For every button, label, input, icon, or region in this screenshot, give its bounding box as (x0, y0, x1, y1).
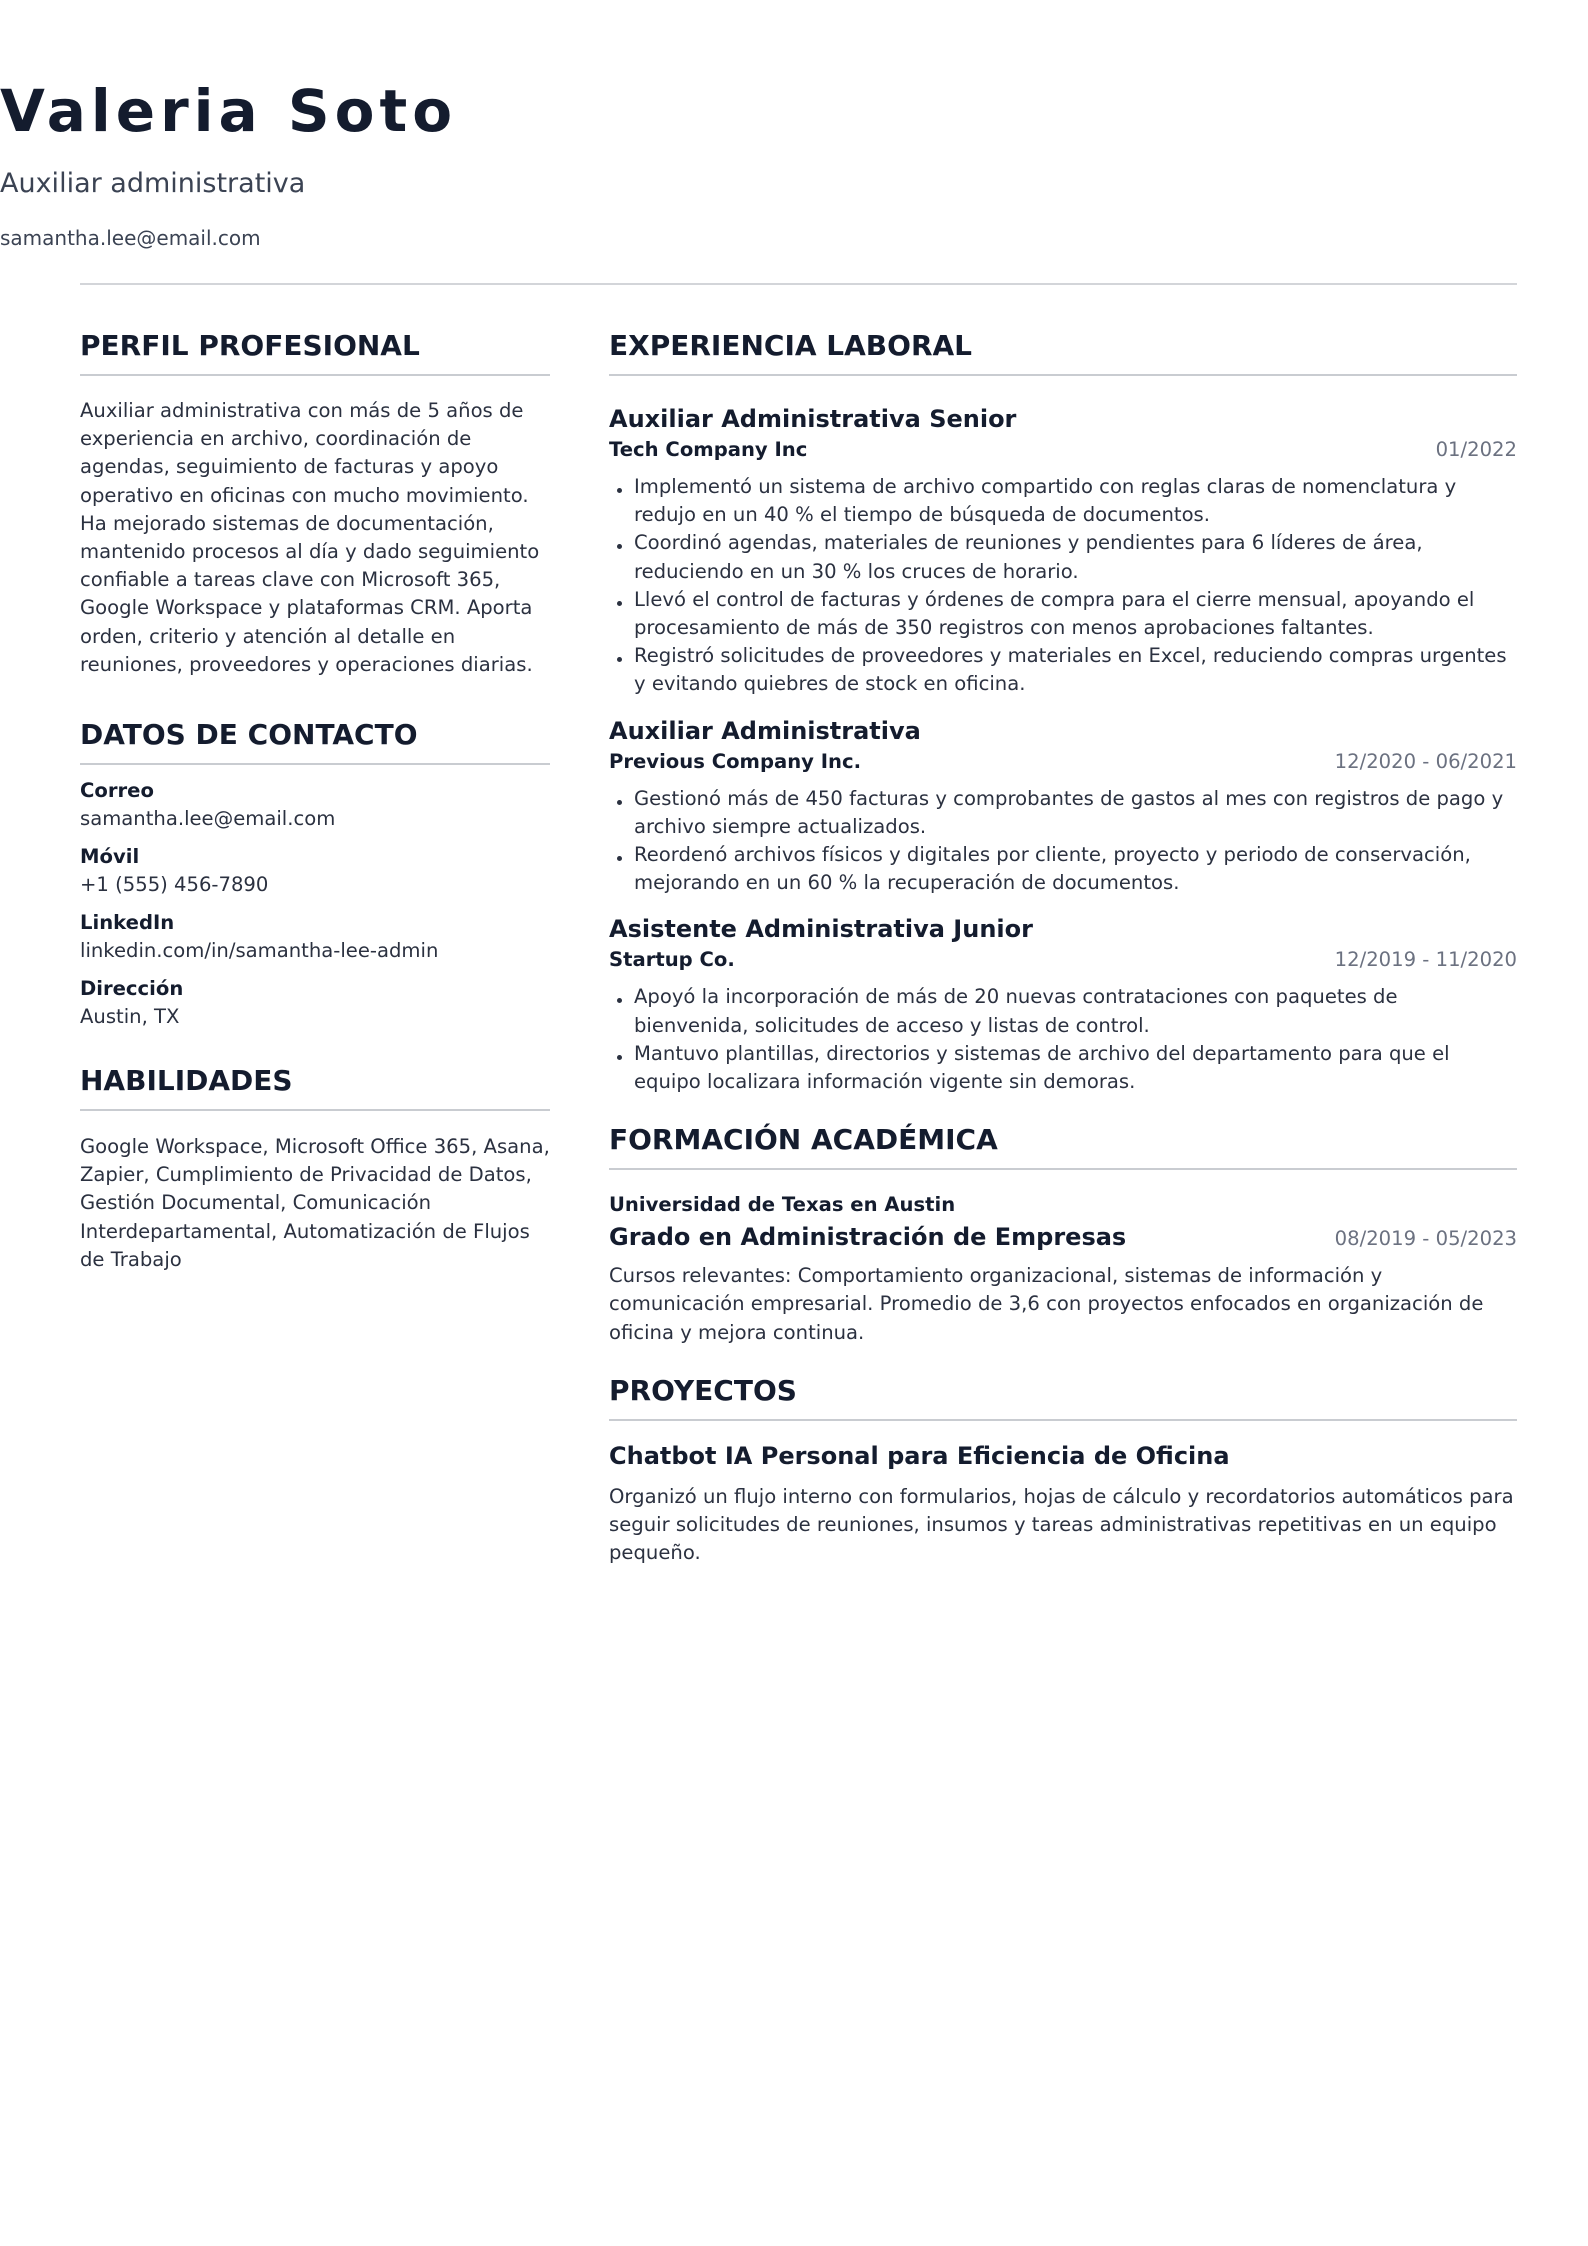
profile-text: Auxiliar administrativa con más de 5 años de experiencia en archivo, coordinación de agendas, seguimiento de facturas y apoyo operativo en oficinas con mucho movimiento. Ha mejorado sistemas de documentación, mantenido procesos al día y dado seguimiento confiable a tareas clave con Microsoft 365, Google Workspace y plataformas CRM. Aporta orden, criterio y atención al detalle en reuniones, proveedores y operaciones diarias. (80, 399, 540, 676)
experience-section (609, 326, 1517, 1096)
job-bullet: Mantuvo plantillas, directorios y sistemas de archivo del departamento para que el equipo localizara información vigente sin demoras. (609, 1040, 1517, 1096)
job-company: Tech Company Inc (609, 438, 808, 461)
job-bullet: Registró solicitudes de proveedores y materiales en Excel, reduciendo compras urgentes y evitando quiebres de stock en oficina. (609, 642, 1517, 698)
projects-divider (609, 1419, 1517, 1421)
contact-title: DATOS DE CONTACTO (80, 718, 418, 752)
candidate-name: Valeria Soto (0, 77, 458, 145)
contact-value-linkedin[interactable]: linkedin.com/in/samantha-lee-admin (80, 939, 439, 963)
job-bullet: Llevó el control de facturas y órdenes de compra para el cierre mensual, apoyando el procesamiento de más de 350 registros con menos aprobaciones faltantes. (609, 586, 1517, 642)
projects-section (609, 1371, 1517, 1568)
experience-title: EXPERIENCIA LABORAL (609, 329, 973, 362)
header-email: samantha.lee@email.com (0, 226, 261, 250)
education-degree: Grado en Administración de Empresas (609, 1223, 1127, 1252)
job-entry (609, 715, 1517, 898)
job-title: Auxiliar Administrativa Senior (609, 405, 1017, 433)
job-bullet: Apoyó la incorporación de más de 20 nuevas contrataciones con paquetes de bienvenida, solicitudes de acceso y listas de control. (609, 983, 1517, 1039)
education-section (609, 1120, 1517, 1347)
projects-title: PROYECTOS (609, 1373, 797, 1407)
left-column (80, 326, 550, 1274)
header-divider (80, 283, 1517, 285)
job-company: Previous Company Inc. (609, 749, 862, 773)
job-dates: 12/2020 - 06/2021 (1334, 749, 1517, 773)
skills-title: HABILIDADES (80, 1064, 293, 1098)
skills-text: Google Workspace, Microsoft Office 365, Asana, Zapier, Cumplimiento de Privacidad de Datos, Gestión Documental, Comunicación Interdepartamental, Automatización de Flujos de Trabajo (80, 1135, 550, 1271)
job-dates: 12/2019 - 11/2020 (1334, 948, 1517, 972)
skills-section (80, 1061, 550, 1274)
job-company: Startup Co. (609, 948, 735, 972)
job-title: Asistente Administrativa Junior (609, 915, 1033, 944)
project-entry (609, 1439, 1517, 1568)
job-bullet: Reordenó archivos físicos y digitales por cliente, proyecto y periodo de conservación, mejorando en un 60 % la recuperación de documentos. (609, 841, 1517, 897)
contact-label-address: Dirección (80, 977, 184, 1001)
education-dates: 08/2019 - 05/2023 (1334, 1227, 1517, 1251)
profile-divider (80, 374, 550, 376)
experience-divider (609, 374, 1517, 376)
contact-section (80, 715, 550, 1031)
job-bullet: Coordinó agendas, materiales de reuniones y pendientes para 6 líderes de área, reduciendo en un 30 % los cruces de horario. (609, 529, 1517, 585)
education-divider (609, 1168, 1517, 1170)
education-entry (609, 1190, 1517, 1347)
job-entry (609, 403, 1517, 699)
job-entry (609, 913, 1517, 1096)
right-column (609, 326, 1517, 1567)
job-title: Auxiliar Administrativa (609, 716, 921, 745)
contact-value-email[interactable]: samantha.lee@email.com (80, 807, 336, 831)
job-bullet: Implementó un sistema de archivo compartido con reglas claras de nomenclatura y redujo en un 40 % el tiempo de búsqueda de documentos. (609, 473, 1517, 529)
contact-label-email: Correo (80, 779, 154, 803)
job-bullets (609, 983, 1517, 1096)
education-description: Cursos relevantes: Comportamiento organizacional, sistemas de información y comunicación empresarial. Promedio de 3,6 con proyectos enfocados en organización de oficina y mejora continua. (609, 1264, 1484, 1344)
project-title: Chatbot IA Personal para Eficiencia de Oficina (609, 1441, 1230, 1470)
candidate-role: Auxiliar administrativa (0, 168, 306, 199)
profile-section (80, 326, 550, 679)
project-description: Organizó un flujo interno con formularios, hojas de cálculo y recordatorios automáticos para seguir solicitudes de reuniones, insumos y tareas administrativas repetitivas en un equipo pequeño. (609, 1484, 1514, 1565)
education-school: Universidad de Texas en Austin (609, 1193, 956, 1217)
job-bullet: Gestionó más de 450 facturas y comprobantes de gastos al mes con registros de pago y archivo siempre actualizados. (609, 785, 1517, 841)
profile-title: PERFIL PROFESIONAL (80, 329, 420, 362)
contact-value-address: Austin, TX (80, 1005, 180, 1029)
job-bullets (609, 785, 1517, 898)
contact-divider (80, 763, 550, 765)
job-dates: 01/2022 (1435, 438, 1517, 461)
contact-label-phone: Móvil (80, 845, 140, 869)
education-title: FORMACIÓN ACADÉMICA (609, 1123, 998, 1157)
contact-value-phone: +1 (555) 456-7890 (80, 873, 269, 897)
job-bullets (609, 473, 1517, 699)
skills-divider (80, 1109, 550, 1111)
contact-label-linkedin: LinkedIn (80, 911, 175, 935)
contact-list (80, 777, 550, 1031)
